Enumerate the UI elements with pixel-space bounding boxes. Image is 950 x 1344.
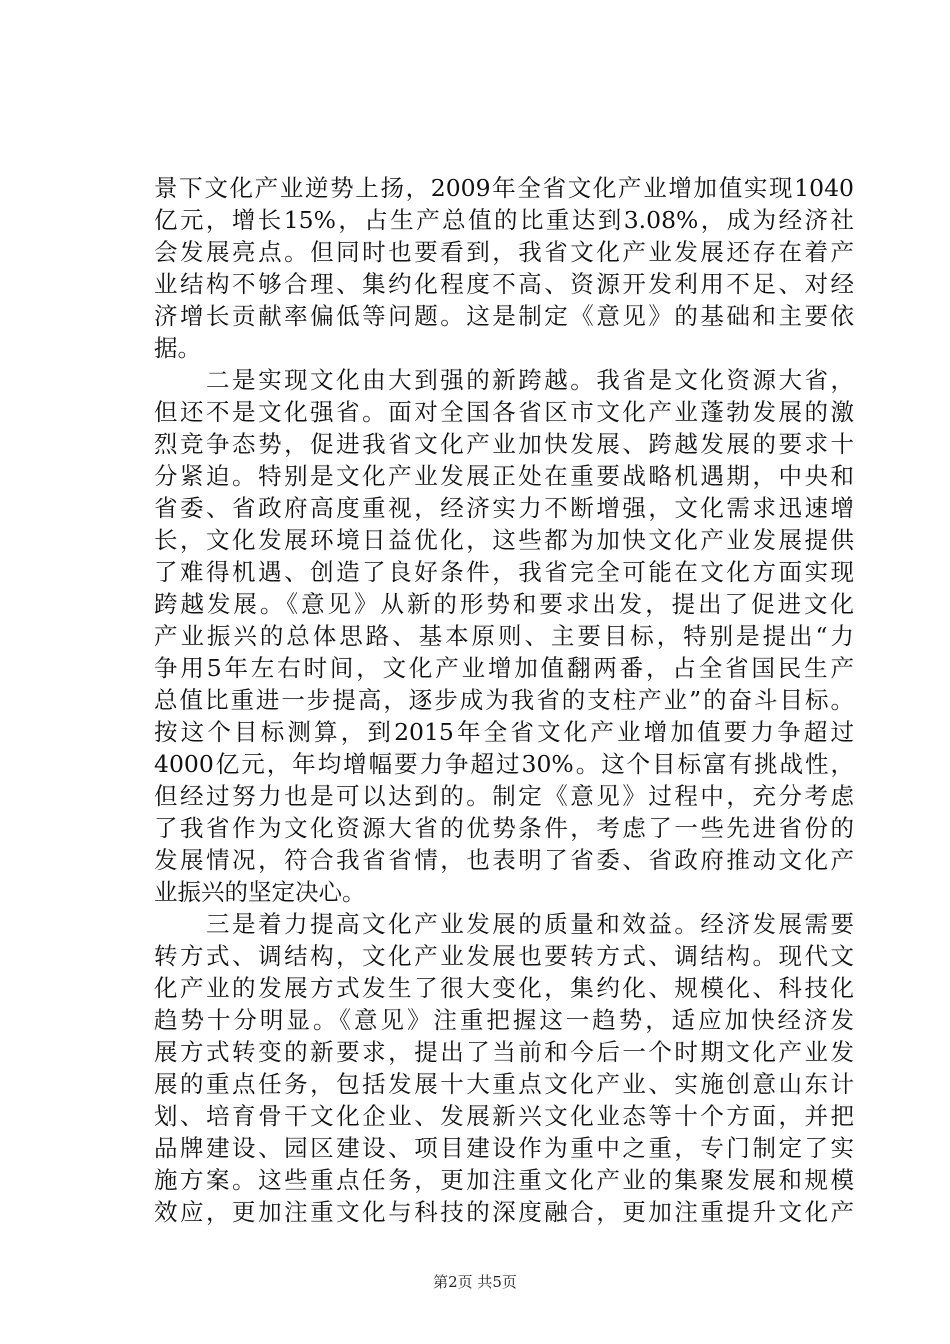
text-line: 会发展亮点。但同时也要看到，我省文化产业发展还存在着产 xyxy=(154,238,854,266)
text-line: 争用5年左右时间，文化产业增加值翻两番，占全省国民生产 xyxy=(154,654,854,682)
text-line: 据。 xyxy=(154,334,201,362)
text-line: 总值比重进一步提高，逐步成为我省的支柱产业”的奋斗目标。 xyxy=(154,686,854,714)
text-line: 了我省作为文化资源大省的优势条件，考虑了一些先进省份的 xyxy=(154,814,854,842)
text-line: 景下文化产业逆势上扬，2009年全省文化产业增加值实现1040 xyxy=(154,174,854,202)
text-line: 三是着力提高文化产业发展的质量和效益。经济发展需要 xyxy=(154,910,854,938)
text-line: 发展情况，符合我省省情，也表明了省委、省政府推动文化产 xyxy=(154,846,854,874)
page-footer: 第2页 共5页 xyxy=(433,1273,517,1291)
text-line: 化产业的发展方式发生了很大变化，集约化、规模化、科技化 xyxy=(154,974,854,1002)
text-line: 划、培育骨干文化企业、发展新兴文化业态等十个方面，并把 xyxy=(154,1102,854,1130)
document-body xyxy=(154,172,854,1228)
text-line: 跨越发展。《意见》从新的形势和要求出发，提出了促进文化 xyxy=(154,590,854,618)
text-line: 产业振兴的总体思路、基本原则、主要目标，特别是提出“力 xyxy=(154,622,854,650)
text-line: 亿元，增长15%，占生产总值的比重达到3.08%，成为经济社 xyxy=(154,206,854,234)
text-line: 烈竞争态势，促进我省文化产业加快发展、跨越发展的要求十 xyxy=(154,430,854,458)
text-line: 长，文化发展环境日益优化，这些都为加快文化产业发展提供 xyxy=(154,526,854,554)
text-line: 效应，更加注重文化与科技的深度融合，更加注重提升文化产 xyxy=(154,1198,854,1226)
text-line: 施方案。这些重点任务，更加注重文化产业的集聚发展和规模 xyxy=(154,1166,854,1194)
text-line: 二是实现文化由大到强的新跨越。我省是文化资源大省， xyxy=(154,366,854,394)
text-line: 趋势十分明显。《意见》注重把握这一趋势，适应加快经济发 xyxy=(154,1006,854,1034)
text-line: 展的重点任务，包括发展十大重点文化产业、实施创意山东计 xyxy=(154,1070,854,1098)
text-line: 展方式转变的新要求，提出了当前和今后一个时期文化产业发 xyxy=(154,1038,854,1066)
text-line: 分紧迫。特别是文化产业发展正处在重要战略机遇期，中央和 xyxy=(154,462,854,490)
text-line: 省委、省政府高度重视，经济实力不断增强，文化需求迅速增 xyxy=(154,494,854,522)
text-line: 济增长贡献率偏低等问题。这是制定《意见》的基础和主要依 xyxy=(154,302,854,330)
text-line: 了难得机遇、创造了良好条件，我省完全可能在文化方面实现 xyxy=(154,558,854,586)
text-line: 4000亿元，年均增幅要力争超过30%。这个目标富有挑战性， xyxy=(154,750,854,778)
text-line: 业振兴的坚定决心。 xyxy=(154,878,366,906)
text-line: 但还不是文化强省。面对全国各省区市文化产业蓬勃发展的激 xyxy=(154,398,854,426)
text-line: 按这个目标测算，到2015年全省文化产业增加值要力争超过 xyxy=(154,718,854,746)
text-line: 但经过努力也是可以达到的。制定《意见》过程中，充分考虑 xyxy=(154,782,854,810)
text-line: 转方式、调结构，文化产业发展也要转方式、调结构。现代文 xyxy=(154,942,854,970)
text-line: 品牌建设、园区建设、项目建设作为重中之重，专门制定了实 xyxy=(154,1134,854,1162)
text-line: 业结构不够合理、集约化程度不高、资源开发利用不足、对经 xyxy=(154,270,854,298)
